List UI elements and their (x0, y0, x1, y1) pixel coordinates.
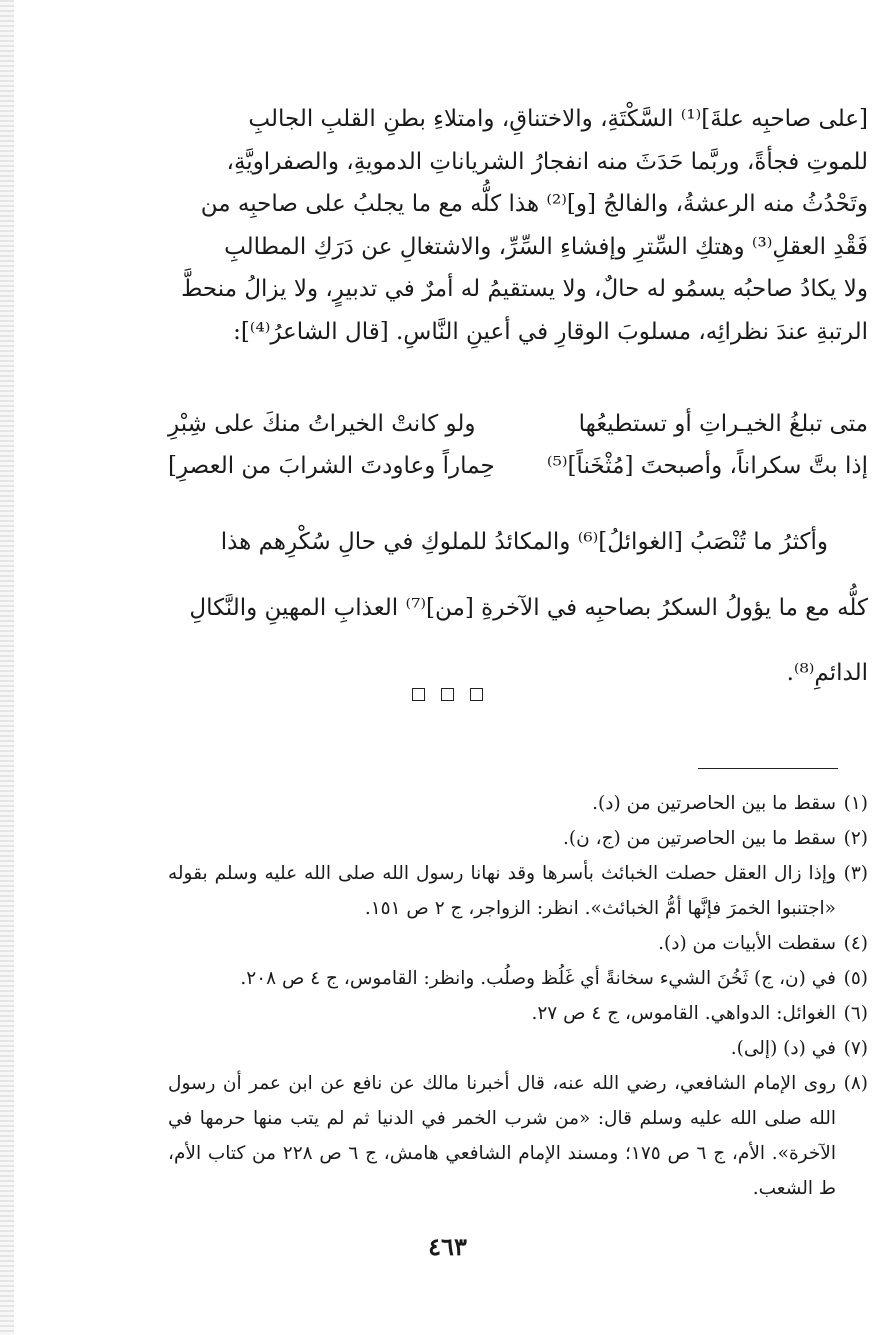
main-line: للموتِ فجأةً، وربَّما حَدَثَ منه انفجارُ الشرياناتِ الدمويةِ، والصفراويَّةِ، (226, 148, 868, 175)
scan-gutter (0, 0, 14, 1335)
page-number: ٤٦٣ (428, 1232, 467, 1261)
footnote-rule (698, 768, 838, 769)
footnote-number: (٧) (843, 1038, 868, 1059)
footnote-number: (٣) (843, 863, 868, 884)
verse-first-hemistich: متى تبلغُ الخيـراتِ أو تستطيعُها (578, 411, 868, 437)
main-line: فَقْدِ العقلِ⁽³⁾ وهتكِ السِّترِ وإفشاءِ السِّرِّ، والاشتغالِ عن دَرَكِ المطالبِ (224, 233, 868, 260)
footnote-number: (٦) (843, 1003, 868, 1024)
footnote (168, 996, 868, 1031)
main-line: وتَحْدُثُ منه الرعشةُ، والفالجُ [و]⁽²⁾ هذا كلُّه مع ما يجلبُ على صاحبِه من (200, 191, 868, 217)
footnote (168, 1066, 868, 1206)
separator-square-icon (441, 688, 454, 701)
footnote-number: (٤) (843, 933, 868, 954)
footnote-text: في (ن، ج) ثَخُنَ الشيء سخانةً أي غَلُظ وصلُب. وانظر: القاموس، ج ٤ ص ٢٠٨. (240, 968, 836, 989)
verse-second-hemistich: حِماراً وعاودتَ الشرابَ من العصرِ] (168, 453, 495, 479)
main-line: الرتبةِ عندَ نظرائِه، مسلوبَ الوقارِ في أعينِ النَّاسِ. [قال الشاعرُ⁽⁴⁾]: (233, 318, 868, 345)
main-line: كلُّه مع ما يؤولُ السكرُ بصاحبِه في الآخرةِ [من]⁽⁷⁾ العذابِ المهينِ والنَّكالِ (189, 594, 868, 621)
footnote-number: (١) (843, 793, 868, 814)
main-line: [على صاحبِه علةَ]⁽¹⁾ السَّكْتَةِ، والاختناقِ، وامتلاءِ بطنِ القلبِ الجالبِ (248, 106, 868, 132)
footnote (168, 961, 868, 996)
verse-second-hemistich: ولو كانتْ الخيراتُ منكَ على شِبْرِ (168, 411, 476, 437)
separator-square-icon (470, 688, 483, 701)
footnote-text: في (د) (إلى). (730, 1038, 836, 1059)
footnote-number: (٢) (843, 828, 868, 849)
footnote (168, 821, 868, 856)
footnote (168, 856, 868, 926)
footnote (168, 1031, 868, 1066)
closing-paragraph (168, 498, 868, 718)
footnote-text: روى الإمام الشافعي، رضي الله عنه، قال أخبرنا مالك عن نافع عن ابن عمر أن رسول الله صلى الله عليه وسلم قال: «من شرب الخمر في الدنيا ثم لم يتب منها حرمها في الآخرة». الأم، ج ٦ ص ١٧٥؛ ومسند الإمام الشافعي هامش، ج ٦ ص ٢٢٨ من كتاب الأم، ط الشعب. (168, 1073, 836, 1199)
main-text (168, 98, 868, 353)
footnote-text: سقطت الأبيات من (د). (658, 933, 836, 954)
main-line: الدائمِ⁽⁸⁾. (786, 660, 868, 686)
verse-first-hemistich: إذا بتَّ سكراناً، وأصبحتَ [مُثْخَناً]⁽⁵⁾ (546, 453, 868, 479)
footnote-text: سقط ما بين الحاصرتين من (ج، ن). (563, 828, 836, 849)
footnote-number: (٥) (843, 968, 868, 989)
footnotes (168, 786, 868, 1206)
footnote-text: وإذا زال العقل حصلت الخبائث بأسرها وقد نهانا رسول الله صلى الله عليه وسلم بقوله «اجتنبوا الخمرَ فإنَّها أمُّ الخبائث». انظر: الزواجر، ج ٢ ص ١٥١. (168, 863, 836, 919)
poem-verses (168, 403, 868, 487)
footnote-number: (٨) (843, 1073, 868, 1094)
footnote (168, 786, 868, 821)
footnote-text: سقط ما بين الحاصرتين من (د). (592, 793, 836, 814)
footnote-text: الغوائل: الدواهي. القاموس، ج ٤ ص ٢٧. (531, 1003, 836, 1024)
separator-square-icon (412, 688, 425, 701)
verse-line (168, 445, 868, 487)
main-line: ولا يكادُ صاحبُه يسمُو له حالٌ، ولا يستقيمُ له أمرٌ في تدبيرٍ، ولا يزالُ منحطَّ (181, 276, 868, 302)
footnote (168, 926, 868, 961)
verse-line (168, 403, 868, 445)
main-line: وأكثرُ ما تُنْصَبُ [الغوائلُ]⁽⁶⁾ والمكائدُ للملوكِ في حالِ سُكْرِهم هذا (220, 529, 828, 555)
section-separator (0, 688, 895, 701)
